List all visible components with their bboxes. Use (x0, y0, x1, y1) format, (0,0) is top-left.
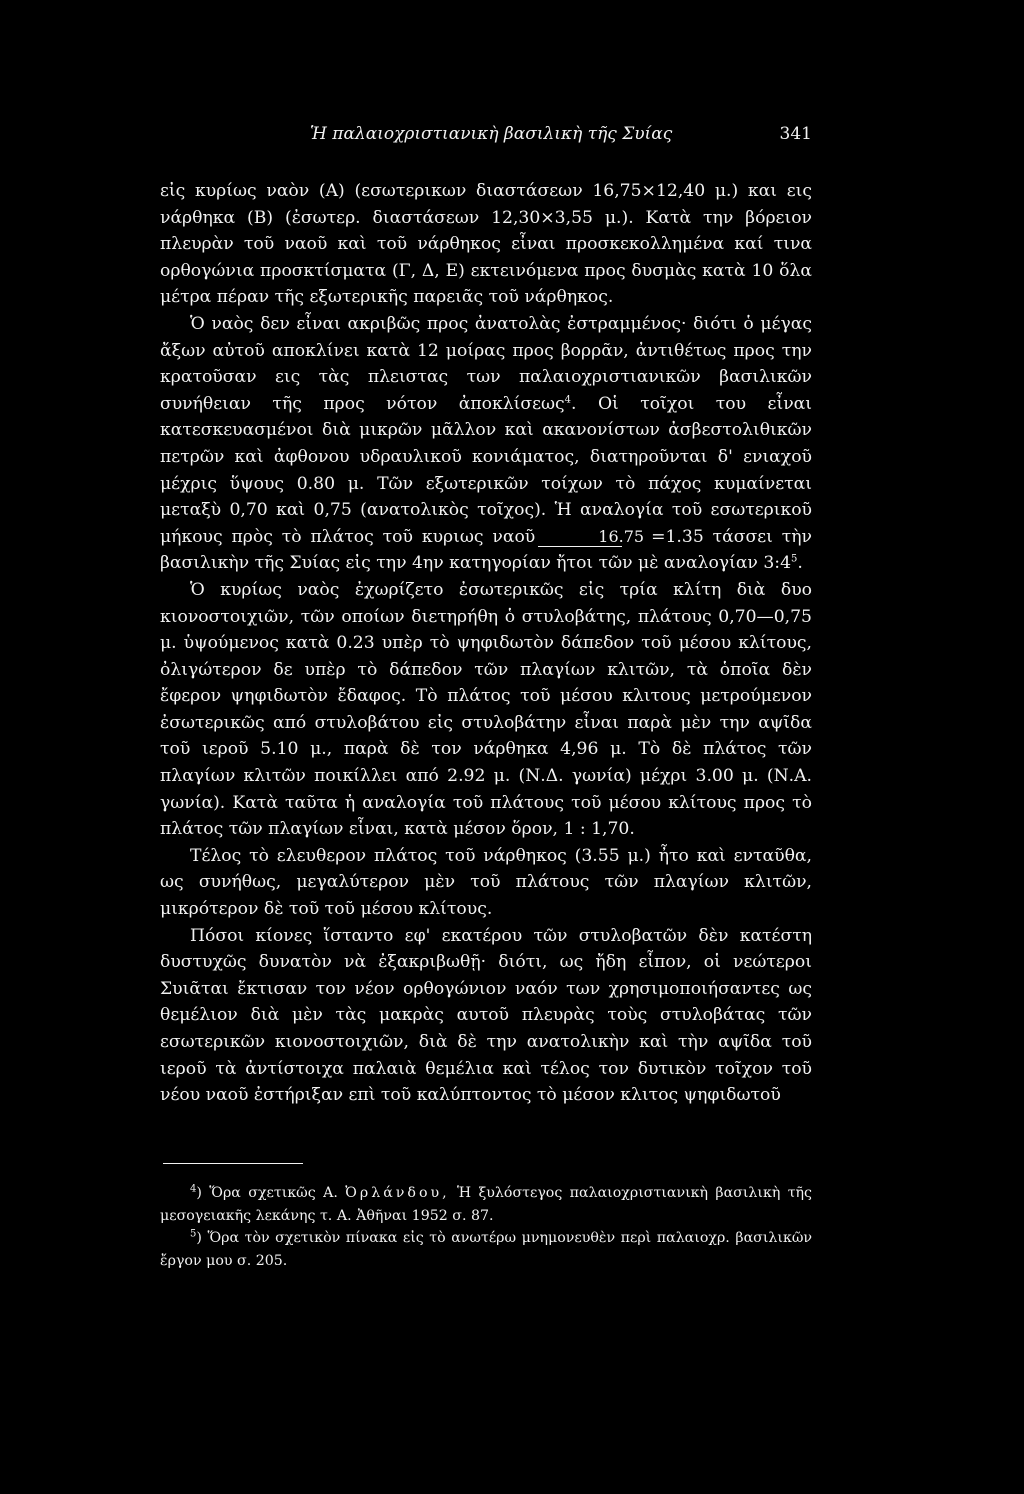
paragraph-1: εἰς κυρίως ναὸν (Α) (εσωτερικων διαστάσεων 16,75×12,40 μ.) και εις νάρθηκα (Β) (ἐσωτερ. διαστάσεων 12,30×3,55 μ.). Κατὰ την βόρειον πλευρὰν τοῦ ναοῦ καὶ τοῦ νάρθηκος εἶναι προσκεκολλημένα καί τινα ορθογώνια προσκτίσματα (Γ, Δ, Ε) εκτεινόμενα προς δυσμὰς κατὰ 10 ὅλα μέτρα πέραν τῆς εξωτερικῆς παρειᾶς τοῦ νάρθηκος. (160, 181, 812, 308)
paragraph-2-text-b: . Οἱ τοῖχοι του εἶναι κατεσκευασμένοι διὰ μικρῶν μᾶλλον καὶ ακανονίστων ἀσβεστολιθικῶν πετρῶν καὶ ἀφθονου υδραυλικοῦ κονιάματος, διατηροῦνται δ' ενιαχοῦ μέχρις ὕψους 0.80 μ. Τῶν εξωτερικῶν τοίχων τὸ πάχος κυμαίνεται μεταξὺ 0,70 καὶ 0,75 (ανατολικὸς τοῖχος). Ἡ αναλογία τοῦ εσωτερικοῦ μήκους πρὸς τὸ πλάτος τοῦ κυριως ναοῦ (160, 393, 812, 547)
footnote-5: $^5$) Ὅρα τὸν σχετικὸν πίνακα εἰς τὸ ανωτέρω μνημονευθὲν περὶ παλαιοχρ. βασιλικῶν ἔργον μου σ. 205. (160, 1228, 813, 1269)
footnote-ref-4[interactable]: 4 (564, 394, 572, 406)
fraction-numerator: 16.75 (598, 526, 645, 546)
footnote-4-text-a: Ὅρα σχετικῶς Α. (209, 1185, 338, 1201)
footnote-4: $^4$) Ὅρα σχετικῶς Α. Ὀρλάνδου, Ἡ ξυλόστεγος παλαιοχριστιανικὴ βασιλικὴ τῆς μεσογειακῆς λεκάνης τ. Α. Ἀθῆναι 1952 σ. 87. (160, 1183, 813, 1224)
footnote-4-number: 4 (190, 1183, 197, 1195)
paragraph-2-text-c: =1.35 τάσσει τὴν βασιλικὴν τῆς Συίας εἰς την 4ην κατηγορίαν ἤτοι τῶν μὲ αναλογίαν 3:4 (160, 526, 812, 574)
page-number: 341 (779, 124, 812, 144)
footnote-4-text-b: Ἡ ξυλόστεγος παλαιοχριστιανικὴ βασιλικὴ τῆς μεσογειακῆς λεκάνης τ. Α. Ἀθῆναι 1952 σ. 87. (160, 1185, 813, 1224)
paragraph-2-end: . (797, 553, 803, 574)
paragraph-4: Τέλος τὸ ελευθερον πλάτος τοῦ νάρθηκος (3.55 μ.) ἦτο καὶ ενταῦθα, ως συνήθως, μεγαλύτερον μὲν τοῦ πλάτους τῶν πλαγίων κλιτῶν, μικρότερον δὲ τοῦ τοῦ μέσου κλίτους. (160, 845, 812, 920)
main-text (160, 178, 812, 1109)
paragraph-3: Ὁ κυρίως ναὸς ἐχωρίζετο ἐσωτερικῶς εἰς τρία κλίτη διὰ δυο κιονοστοιχιῶν, τῶν οποίων διετηρήθη ὁ στυλοβάτης, πλάτους 0,70—0,75 μ. ὑψούμενος κατὰ 0.23 υπὲρ τὸ ψηφιδωτὸν δάπεδον τοῦ μέσου κλίτους, ὀλιγώτερον δε υπὲρ τὸ δάπεδον τῶν πλαγίων κλιτῶν, τὰ ὁποῖα δὲν ἔφερον ψηφιδωτὸν ἔδαφος. Τὸ πλάτος τοῦ μέσου κλιτους μετρούμενον ἐσωτερικῶς από στυλοβάτου εἰς στυλοβάτην εἶναι παρὰ μὲν την αψῖδα τοῦ ιεροῦ 5.10 μ., παρὰ δὲ τον νάρθηκα 4,96 μ. Τὸ δὲ πλάτος τῶν πλαγίων κλιτῶν ποικίλλει από 2.92 μ. (Ν.Δ. γωνία) μέχρι 3.00 μ. (Ν.Α. γωνία). Κατὰ ταῦτα ἡ αναλογία τοῦ πλάτους τοῦ μέσου κλίτους προς τὸ πλάτος τῶν πλαγίων εἶναι, κατὰ μέσον ὅρον, 1 : 1,70. (160, 579, 812, 840)
paragraph-2-text-a: Ὁ ναὸς δεν εἶναι ακριβῶς προς ἀνατολὰς ἐστραμμένος· διότι ὁ μέγας ἄξων αὐτοῦ αποκλίνει κατὰ 12 μοίρας προς βορρᾶν, ἀντιθέτως προς την κρατοῦσαν εις τὰς πλειστας των παλαιοχριστιανικῶν βασιλικῶν συνήθειαν τῆς προς νότον ἀποκλίσεως (160, 313, 812, 414)
running-title: Ἡ παλαιοχριστιανικὴ βασιλικὴ τῆς Συίας (310, 124, 673, 144)
footnotes (160, 1182, 812, 1272)
fraction-bar (538, 546, 622, 547)
ratio-fraction (538, 528, 648, 547)
paragraph-5: Πόσοι κίονες ἵσταντο εφ' εκατέρου τῶν στυλοβατῶν δὲν κατέστη δυστυχῶς δυνατὸν νὰ ἐξακριβωθῇ· διότι, ως ἤδη εἶπον, οἱ νεώτεροι Συιᾶται ἔκτισαν τον νέον ορθογώνιον ναόν των χρησιμοποιήσαντες ως θεμέλιον διὰ μὲν τὰς μακρὰς αυτοῦ πλευρὰς τοὺς στυλοβάτας τῶν εσωτερικῶν κιονοστοιχιῶν, διὰ δὲ την ανατολικὴν καὶ τὴν αψῖδα τοῦ ιεροῦ τὰ ἀντίστοιχα παλαιὰ θεμέλια καὶ τέλος τον δυτικὸν τοῖχον τοῦ νέου ναοῦ ἐστήριξαν επὶ τοῦ καλύπτοντος τὸ μέσον κλιτος ψηφιδωτοῦ (160, 925, 812, 1106)
footnote-4-author: Ὀρλάνδου, (345, 1185, 450, 1201)
footnote-5-number: 5 (190, 1228, 197, 1240)
paragraph-2 (160, 311, 812, 577)
footnote-ref-5[interactable]: 5 (791, 553, 798, 565)
footnote-separator (163, 1163, 303, 1164)
footnote-5-text: Ὅρα τὸν σχετικὸν πίνακα εἰς τὸ ανωτέρω μνημονευθὲν περὶ παλαιοχρ. βασιλικῶν ἔργον μου σ. 205. (160, 1230, 813, 1269)
